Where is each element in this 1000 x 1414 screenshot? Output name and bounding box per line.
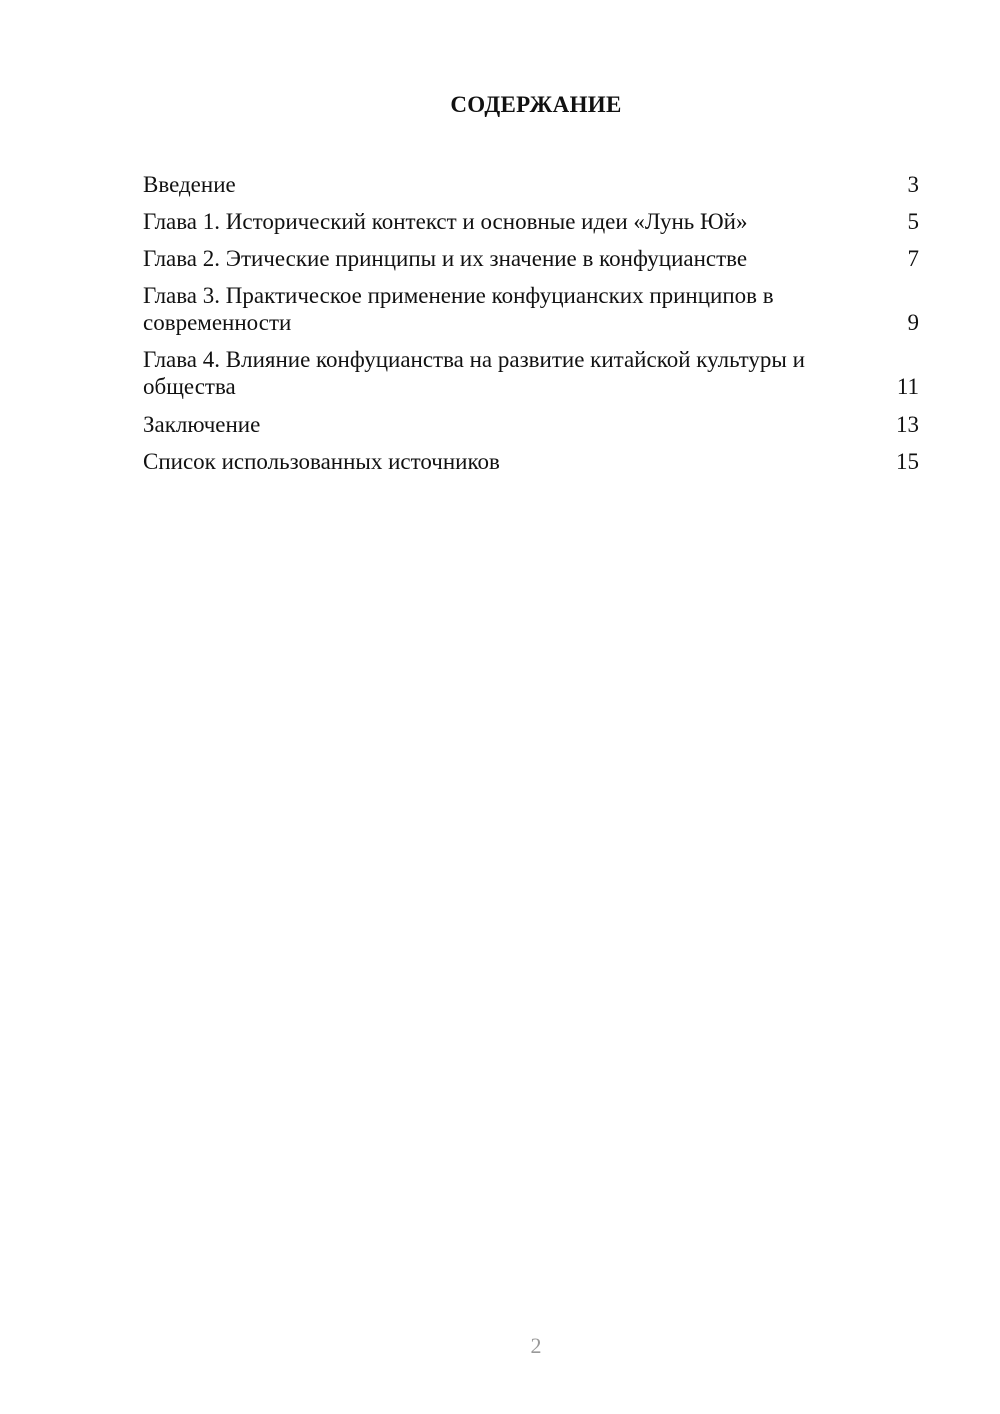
toc-entry[interactable]	[143, 282, 919, 336]
toc-entry-title: Глава 2. Этические принципы и их значение в конфуцианстве	[143, 246, 748, 271]
page-title: СОДЕРЖАНИЕ	[450, 92, 622, 117]
toc-entry-page: 5	[907, 209, 919, 234]
toc-entry-page: 13	[896, 412, 919, 437]
toc-entry-page: 9	[907, 310, 919, 335]
toc-entry-title: Глава 4. Влияние конфуцианства на развитие китайской культуры и общества	[143, 347, 805, 399]
toc-entry[interactable]	[143, 208, 919, 235]
toc-entry-title: Заключение	[143, 412, 261, 437]
toc-entry-page: 7	[907, 246, 919, 271]
toc-entry[interactable]	[143, 346, 919, 400]
toc-entry[interactable]	[143, 411, 919, 438]
page-number: 2	[530, 1333, 542, 1358]
toc-entry-page: 11	[896, 374, 919, 399]
toc-entry-title: Глава 1. Исторический контекст и основные идеи «Лунь Юй»	[143, 209, 748, 234]
toc-entry-page: 15	[896, 449, 919, 474]
toc-entry[interactable]	[143, 245, 919, 272]
toc-entry[interactable]	[143, 448, 919, 475]
toc-entry-title: Список использованных источников	[143, 449, 500, 474]
toc-entry-page: 3	[907, 172, 919, 197]
toc-entry-title: Глава 3. Практическое применение конфуцианских принципов в современности	[143, 283, 774, 335]
toc-entry-title: Введение	[143, 172, 236, 197]
toc-entry[interactable]	[143, 171, 919, 198]
